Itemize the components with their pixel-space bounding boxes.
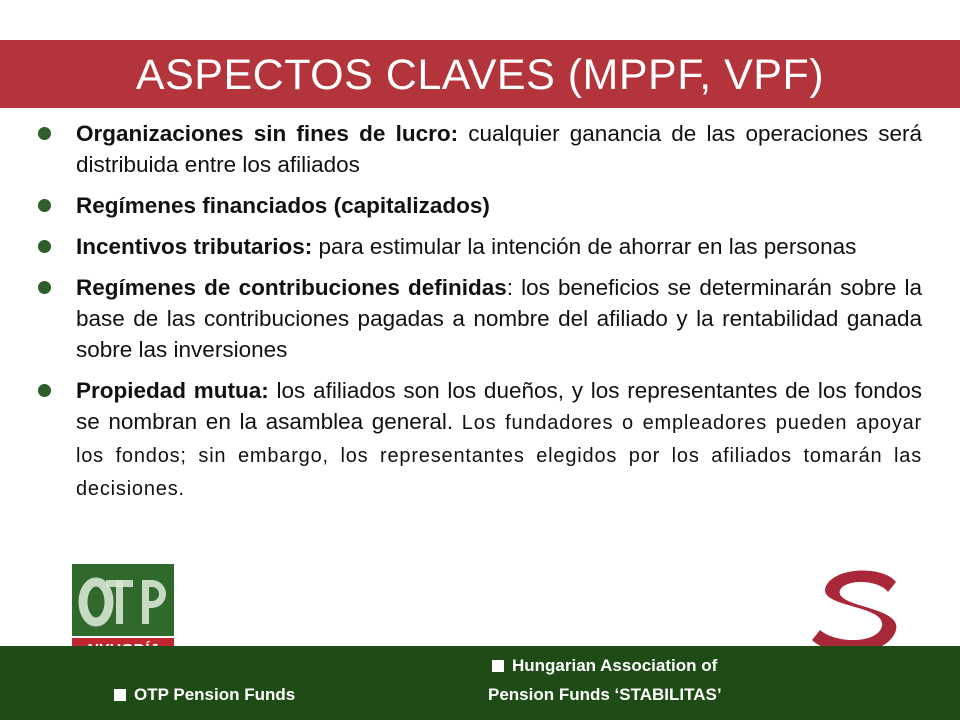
bullet-text: los afiliados son los dueños, y los representantes de los fondos se nombran en la asamblea general. xyxy=(76,378,923,434)
bullet-dot-icon xyxy=(38,199,51,212)
bullet-dot-icon xyxy=(38,384,51,397)
footer-stabilitas-text1: Hungarian Association of xyxy=(512,656,718,675)
bullet-heading: Propiedad mutua: xyxy=(76,378,269,403)
bullet-item xyxy=(38,272,922,365)
title-bar xyxy=(0,40,960,108)
footer-stabilitas-line1 xyxy=(492,656,717,676)
bullet-list xyxy=(38,118,922,515)
bullet-heading: Incentivos tributarios: xyxy=(76,234,313,259)
square-bullet-icon xyxy=(492,660,504,672)
bullet-text-small: Los fundadores o empleadores pueden apoyar los fondos; sin embargo, los representantes elegidos por los afiliados tomarán las decisiones. xyxy=(76,412,922,500)
slide-title: ASPECTOS CLAVES (MPPF, VPF) xyxy=(135,51,825,99)
bullet-item xyxy=(38,375,922,505)
bullet-heading: Regímenes de contribuciones definidas xyxy=(76,275,507,300)
bullet-heading: Organizaciones sin fines de lucro: xyxy=(76,121,459,146)
bullet-dot-icon xyxy=(38,127,51,140)
footer-stabilitas-line2: Pension Funds ‘STABILITAS’ xyxy=(488,685,722,704)
bullet-item xyxy=(38,231,922,262)
square-bullet-icon xyxy=(114,689,126,701)
bullet-text: para estimular la intención de ahorrar en las personas xyxy=(312,234,857,259)
bullet-text: cualquier ganancia de las operaciones será distribuida entre los afiliados xyxy=(76,121,922,177)
footer-otp xyxy=(114,685,295,705)
bullet-dot-icon xyxy=(38,281,51,294)
bullet-item xyxy=(38,190,922,221)
bullet-heading: Regímenes financiados (capitalizados) xyxy=(76,193,490,218)
bullet-text: : los beneficios se determinarán sobre la base de las contribuciones pagadas a nombre del afiliado y la rentabilidad ganada sobre las inversiones xyxy=(76,275,922,362)
footer-otp-text: OTP Pension Funds xyxy=(134,685,296,704)
bullet-dot-icon xyxy=(38,240,51,253)
footer-bar xyxy=(0,646,960,720)
bullet-item xyxy=(38,118,922,180)
